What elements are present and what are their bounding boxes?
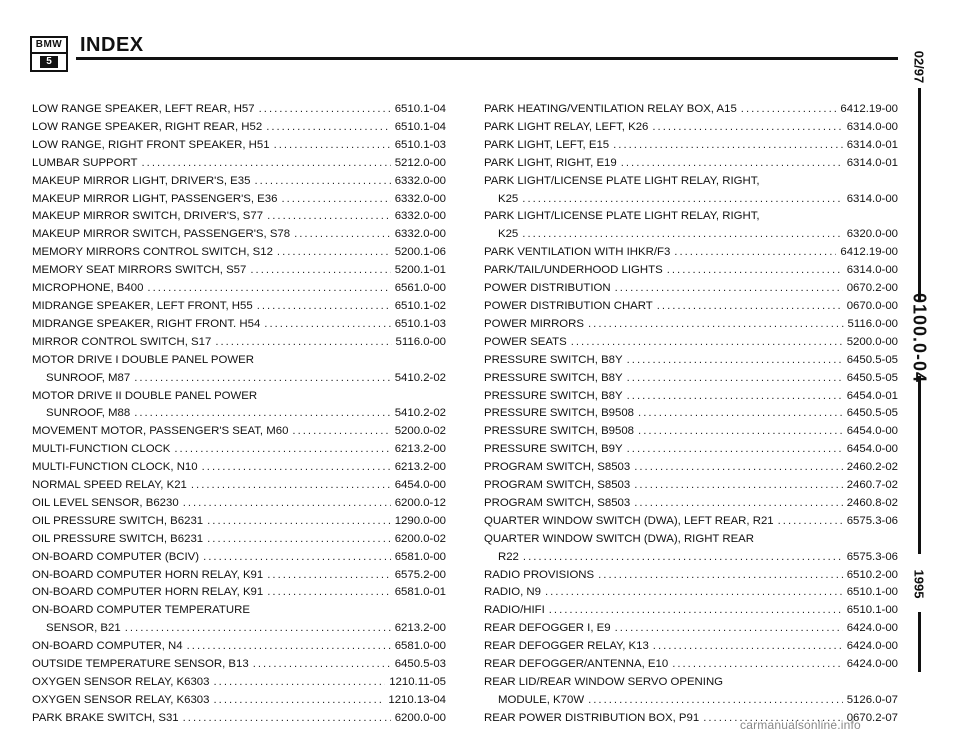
dot-leader bbox=[571, 334, 843, 352]
dot-leader bbox=[294, 226, 391, 244]
index-entry bbox=[484, 549, 898, 567]
dot-leader bbox=[627, 352, 843, 370]
entry-page-reference: 2460.8-02 bbox=[846, 496, 898, 509]
dot-leader bbox=[207, 513, 391, 531]
dot-leader bbox=[277, 244, 391, 262]
entry-page-reference: 6332.0-00 bbox=[394, 228, 446, 241]
dot-leader bbox=[215, 334, 391, 352]
index-entry bbox=[484, 280, 898, 298]
entry-page-reference: 6213.2-00 bbox=[394, 461, 446, 474]
dot-leader bbox=[147, 280, 390, 298]
entry-name: RADIO/HIFI bbox=[484, 604, 545, 617]
entry-name: OXYGEN SENSOR RELAY, K6303 bbox=[32, 676, 210, 688]
entry-name: PARK/TAIL/UNDERHOOD LIGHTS bbox=[484, 264, 663, 277]
entry-page-reference: 6510.1-03 bbox=[394, 138, 446, 151]
index-entry bbox=[32, 692, 446, 710]
dot-leader bbox=[634, 477, 842, 495]
entry-name: PARK VENTILATION WITH IHKR/F3 bbox=[484, 246, 671, 259]
entry-name: SENSOR, B21 bbox=[46, 622, 121, 635]
index-entry bbox=[484, 388, 898, 406]
side-rule-bottom bbox=[918, 612, 921, 672]
index-entry bbox=[484, 513, 898, 531]
entry-page-reference: 6314.0-00 bbox=[846, 192, 898, 205]
dot-leader bbox=[142, 155, 391, 173]
side-rule-middle bbox=[918, 376, 921, 554]
entry-name: PRESSURE SWITCH, B8Y bbox=[484, 353, 623, 366]
index-entry bbox=[32, 280, 446, 298]
entry-name: K25 bbox=[498, 192, 519, 205]
entry-page-reference: 6510.1-04 bbox=[394, 120, 446, 133]
entry-page-reference: 0670.2-00 bbox=[846, 282, 898, 295]
dot-leader bbox=[638, 405, 843, 423]
entry-name: SUNROOF, M87 bbox=[46, 371, 131, 384]
entry-page-reference: 6575.3-06 bbox=[846, 550, 898, 563]
entry-name: MAKEUP MIRROR SWITCH, DRIVER'S, S77 bbox=[32, 210, 264, 223]
index-entry bbox=[32, 352, 446, 370]
entry-name: OIL LEVEL SENSOR, B6230 bbox=[32, 496, 179, 509]
entry-name: ON-BOARD COMPUTER TEMPERATURE bbox=[32, 604, 250, 617]
entry-page-reference: 6454.0-00 bbox=[394, 479, 446, 492]
dot-leader bbox=[250, 262, 390, 280]
entry-page-reference: 5200.0-00 bbox=[846, 335, 898, 348]
dot-leader bbox=[549, 602, 843, 620]
entry-name: MAKEUP MIRROR LIGHT, DRIVER'S, E35 bbox=[32, 174, 251, 187]
entry-page-reference: 5212.0-00 bbox=[394, 156, 446, 169]
dot-leader bbox=[615, 620, 843, 638]
index-entry bbox=[32, 334, 446, 352]
index-entry bbox=[484, 226, 898, 244]
dot-leader bbox=[613, 137, 843, 155]
index-entry bbox=[32, 298, 446, 316]
index-entry bbox=[32, 119, 446, 137]
entry-name: MOVEMENT MOTOR, PASSENGER'S SEAT, M60 bbox=[32, 425, 289, 438]
entry-page-reference: 5200.1-01 bbox=[394, 264, 446, 277]
entry-name: REAR LID/REAR WINDOW SERVO OPENING bbox=[484, 676, 724, 688]
entry-name: OUTSIDE TEMPERATURE SENSOR, B13 bbox=[32, 658, 249, 671]
side-year: 1995 bbox=[911, 569, 927, 599]
entry-name: PARK LIGHT/LICENSE PLATE LIGHT RELAY, RIGHT, bbox=[484, 210, 760, 223]
entry-name: PRESSURE SWITCH, B9508 bbox=[484, 425, 635, 438]
entry-page-reference: 6510.1-00 bbox=[846, 604, 898, 617]
logo-text: BMW bbox=[32, 38, 66, 54]
index-entry bbox=[484, 137, 898, 155]
dot-leader bbox=[522, 226, 842, 244]
entry-name: REAR DEFOGGER I, E9 bbox=[484, 622, 611, 635]
entry-page-reference: 5116.0-00 bbox=[395, 335, 446, 348]
dot-leader bbox=[267, 584, 390, 602]
index-entry bbox=[32, 370, 446, 388]
entry-page-reference: 5410.2-02 bbox=[394, 371, 446, 384]
dot-leader bbox=[187, 638, 391, 656]
dot-leader bbox=[183, 710, 391, 728]
dot-leader bbox=[523, 549, 843, 567]
entry-page-reference: 1210.11-05 bbox=[389, 676, 446, 688]
dot-leader bbox=[657, 298, 843, 316]
entry-name: MAKEUP MIRROR LIGHT, PASSENGER'S, E36 bbox=[32, 192, 278, 205]
index-column-left bbox=[32, 101, 446, 728]
entry-name: REAR DEFOGGER/ANTENNA, E10 bbox=[484, 658, 669, 671]
index-entry bbox=[484, 298, 898, 316]
entry-page-reference: 6412.19-00 bbox=[840, 246, 898, 259]
dot-leader bbox=[778, 513, 843, 531]
dot-leader bbox=[125, 620, 391, 638]
index-entry bbox=[32, 208, 446, 226]
entry-page-reference: 6510.1-04 bbox=[394, 103, 446, 115]
entry-name: PARK LIGHT/LICENSE PLATE LIGHT RELAY, RIGHT, bbox=[484, 174, 760, 187]
dot-leader bbox=[621, 155, 843, 173]
index-entry bbox=[484, 155, 898, 173]
index-entry bbox=[484, 674, 898, 692]
entry-name: OXYGEN SENSOR RELAY, K6303 bbox=[32, 693, 210, 706]
entry-page-reference: 6510.1-02 bbox=[394, 299, 446, 312]
entry-page-reference: 6320.0-00 bbox=[846, 228, 898, 241]
index-entry bbox=[484, 244, 898, 262]
index-entry bbox=[484, 352, 898, 370]
entry-name: QUARTER WINDOW SWITCH (DWA), RIGHT REAR bbox=[484, 532, 754, 545]
bmw-5-series-logo bbox=[30, 36, 68, 72]
entry-name: K25 bbox=[498, 228, 519, 241]
index-entry bbox=[32, 638, 446, 656]
entry-name: MEMORY SEAT MIRRORS SWITCH, S57 bbox=[32, 264, 247, 277]
index-entry bbox=[32, 477, 446, 495]
entry-page-reference: 2460.7-02 bbox=[846, 479, 898, 492]
index-entry bbox=[32, 405, 446, 423]
index-entry bbox=[484, 692, 898, 710]
entry-name: RADIO, N9 bbox=[484, 586, 541, 599]
index-entry bbox=[32, 513, 446, 531]
entry-name: SUNROOF, M88 bbox=[46, 407, 131, 420]
entry-name: OIL PRESSURE SWITCH, B6231 bbox=[32, 514, 204, 527]
index-entry bbox=[32, 191, 446, 209]
entry-name: ON-BOARD COMPUTER HORN RELAY, K91 bbox=[32, 568, 264, 581]
index-entry bbox=[32, 316, 446, 334]
entry-name: PARK BRAKE SWITCH, S31 bbox=[32, 711, 179, 724]
dot-leader bbox=[266, 119, 391, 137]
entry-name: PROGRAM SWITCH, S8503 bbox=[484, 461, 631, 474]
dot-leader bbox=[134, 405, 391, 423]
dot-leader bbox=[627, 441, 843, 459]
dot-leader bbox=[588, 316, 844, 334]
dot-leader bbox=[281, 191, 390, 209]
entry-name: POWER DISTRIBUTION CHART bbox=[484, 299, 653, 312]
entry-name: MULTI-FUNCTION CLOCK bbox=[32, 443, 171, 456]
entry-name: ON-BOARD COMPUTER (BCIV) bbox=[32, 550, 200, 563]
entry-page-reference: 5126.0-07 bbox=[846, 693, 898, 706]
index-entry bbox=[32, 173, 446, 191]
dot-leader bbox=[254, 173, 390, 191]
entry-page-reference: 6454.0-00 bbox=[846, 425, 898, 438]
entry-page-reference: 6454.0-01 bbox=[846, 389, 898, 402]
header-rule bbox=[76, 57, 898, 60]
index-entry bbox=[32, 459, 446, 477]
entry-page-reference: 5410.2-02 bbox=[394, 407, 446, 420]
logo-series: 5 bbox=[40, 56, 58, 68]
entry-page-reference: 6450.5-03 bbox=[394, 658, 446, 671]
index-entry bbox=[32, 656, 446, 674]
entry-page-reference: 6450.5-05 bbox=[846, 353, 898, 366]
index-entry bbox=[32, 531, 446, 549]
entry-name: NORMAL SPEED RELAY, K21 bbox=[32, 479, 187, 492]
side-rule-top bbox=[918, 88, 921, 300]
dot-leader bbox=[174, 441, 390, 459]
entry-name: PARK LIGHT, LEFT, E15 bbox=[484, 138, 610, 151]
entry-name: MICROPHONE, B400 bbox=[32, 282, 144, 295]
side-section-number: 0100.0-04 bbox=[909, 292, 930, 384]
index-entry bbox=[32, 262, 446, 280]
index-entry bbox=[32, 602, 446, 620]
entry-page-reference: 5200.0-02 bbox=[394, 425, 446, 438]
dot-leader bbox=[652, 119, 842, 137]
entry-name: MEMORY MIRRORS CONTROL SWITCH, S12 bbox=[32, 246, 273, 259]
index-entry bbox=[32, 226, 446, 244]
index-entry bbox=[32, 584, 446, 602]
entry-page-reference: 6510.1-03 bbox=[394, 317, 446, 330]
dot-leader bbox=[674, 244, 836, 262]
entry-name: PRESSURE SWITCH, B8Y bbox=[484, 389, 623, 402]
index-entry bbox=[32, 674, 446, 692]
dot-leader bbox=[615, 280, 843, 298]
entry-name: REAR POWER DISTRIBUTION BOX, P91 bbox=[484, 711, 700, 724]
entry-name: OIL PRESSURE SWITCH, B6231 bbox=[32, 532, 204, 545]
dot-leader bbox=[638, 423, 843, 441]
index-entry bbox=[484, 262, 898, 280]
entry-page-reference: 6510.2-00 bbox=[846, 568, 898, 581]
dot-leader bbox=[627, 388, 843, 406]
entry-page-reference: 6510.1-00 bbox=[846, 586, 898, 599]
entry-page-reference: 6314.0-01 bbox=[846, 156, 898, 169]
dot-leader bbox=[292, 423, 390, 441]
entry-page-reference: 6454.0-00 bbox=[846, 443, 898, 456]
dot-leader bbox=[253, 656, 391, 674]
index-entry bbox=[484, 173, 898, 191]
dot-leader bbox=[588, 692, 843, 710]
index-entry bbox=[484, 567, 898, 585]
index-entry bbox=[484, 602, 898, 620]
index-entry bbox=[484, 638, 898, 656]
entry-page-reference: 1210.13-04 bbox=[388, 693, 446, 706]
index-entry bbox=[32, 567, 446, 585]
dot-leader bbox=[634, 495, 842, 513]
side-date: 02/97 bbox=[911, 50, 927, 84]
dot-leader bbox=[191, 477, 391, 495]
dot-leader bbox=[545, 584, 843, 602]
index-entry bbox=[484, 477, 898, 495]
dot-leader bbox=[259, 101, 391, 119]
entry-page-reference: 6581.0-00 bbox=[394, 640, 446, 653]
dot-leader bbox=[134, 370, 391, 388]
index-entry bbox=[32, 388, 446, 406]
index-entry bbox=[484, 334, 898, 352]
index-entry bbox=[484, 423, 898, 441]
entry-name: ON-BOARD COMPUTER HORN RELAY, K91 bbox=[32, 586, 264, 599]
entry-page-reference: 2460.2-02 bbox=[846, 461, 898, 474]
entry-name: PROGRAM SWITCH, S8503 bbox=[484, 479, 631, 492]
entry-name: MOTOR DRIVE II DOUBLE PANEL POWER bbox=[32, 389, 258, 402]
dot-leader bbox=[634, 459, 842, 477]
page-title: INDEX bbox=[80, 34, 144, 56]
entry-name: PRESSURE SWITCH, B9Y bbox=[484, 443, 623, 456]
dot-leader bbox=[264, 316, 390, 334]
entry-name: MODULE, K70W bbox=[498, 693, 585, 706]
dot-leader bbox=[183, 495, 391, 513]
entry-name: POWER MIRRORS bbox=[484, 317, 584, 330]
index-entry bbox=[32, 441, 446, 459]
entry-page-reference: 6314.0-00 bbox=[846, 264, 898, 277]
entry-page-reference: 6200.0-00 bbox=[394, 711, 446, 724]
index-entry bbox=[484, 191, 898, 209]
entry-name: LOW RANGE SPEAKER, LEFT REAR, H57 bbox=[32, 103, 255, 115]
entry-name: QUARTER WINDOW SWITCH (DWA), LEFT REAR, R21 bbox=[484, 514, 774, 527]
entry-name: PRESSURE SWITCH, B9508 bbox=[484, 407, 635, 420]
entry-page-reference: 6561.0-00 bbox=[394, 282, 446, 295]
entry-page-reference: 6581.0-00 bbox=[394, 550, 446, 563]
index-entry bbox=[484, 656, 898, 674]
dot-leader bbox=[274, 137, 391, 155]
entry-page-reference: 6213.2-00 bbox=[394, 443, 446, 456]
entry-page-reference: 6575.2-00 bbox=[394, 568, 446, 581]
entry-name: PROGRAM SWITCH, S8503 bbox=[484, 496, 631, 509]
entry-page-reference: 6581.0-01 bbox=[394, 586, 446, 599]
dot-leader bbox=[213, 692, 384, 710]
entry-page-reference: 6332.0-00 bbox=[394, 210, 446, 223]
entry-page-reference: 6200.0-12 bbox=[394, 496, 446, 509]
dot-leader bbox=[653, 638, 843, 656]
entry-page-reference: 6314.0-00 bbox=[846, 120, 898, 133]
index-entry bbox=[32, 137, 446, 155]
index-entry bbox=[484, 405, 898, 423]
dot-leader bbox=[213, 674, 385, 692]
entry-page-reference: 6412.19-00 bbox=[840, 103, 898, 115]
index-entry bbox=[32, 495, 446, 513]
entry-page-reference: 5116.0-00 bbox=[847, 317, 898, 330]
entry-name: MOTOR DRIVE I DOUBLE PANEL POWER bbox=[32, 353, 254, 366]
index-entry bbox=[484, 101, 898, 119]
index-entry bbox=[32, 244, 446, 262]
watermark: carmanualsonline.info bbox=[740, 718, 861, 732]
index-column-right bbox=[484, 101, 898, 728]
dot-leader bbox=[667, 262, 843, 280]
entry-name: MULTI-FUNCTION CLOCK, N10 bbox=[32, 461, 198, 474]
entry-page-reference: 6424.0-00 bbox=[846, 640, 898, 653]
dot-leader bbox=[202, 459, 391, 477]
entry-name: LUMBAR SUPPORT bbox=[32, 156, 138, 169]
entry-page-reference: 0670.0-00 bbox=[846, 299, 898, 312]
index-entry bbox=[484, 584, 898, 602]
index-entry bbox=[32, 549, 446, 567]
entry-name: PARK LIGHT RELAY, LEFT, K26 bbox=[484, 120, 649, 133]
index-entry bbox=[484, 316, 898, 334]
dot-leader bbox=[267, 208, 391, 226]
entry-name: MAKEUP MIRROR SWITCH, PASSENGER'S, S78 bbox=[32, 228, 291, 241]
entry-page-reference: 6200.0-02 bbox=[394, 532, 446, 545]
index-entry bbox=[484, 370, 898, 388]
index-entry bbox=[32, 423, 446, 441]
entry-name: MIDRANGE SPEAKER, LEFT FRONT, H55 bbox=[32, 299, 253, 312]
entry-name: MIDRANGE SPEAKER, RIGHT FRONT. H54 bbox=[32, 317, 261, 330]
dot-leader bbox=[267, 567, 390, 585]
entry-name: LOW RANGE SPEAKER, RIGHT REAR, H52 bbox=[32, 120, 263, 133]
entry-name: ON-BOARD COMPUTER, N4 bbox=[32, 640, 183, 653]
dot-leader bbox=[741, 101, 837, 119]
entry-name: REAR DEFOGGER RELAY, K13 bbox=[484, 640, 649, 653]
entry-page-reference: 6424.0-00 bbox=[846, 658, 898, 671]
entry-name: PARK LIGHT, RIGHT, E19 bbox=[484, 156, 617, 169]
entry-name: POWER SEATS bbox=[484, 335, 567, 348]
entry-page-reference: 6424.0-00 bbox=[846, 622, 898, 635]
entry-page-reference: 6213.2-00 bbox=[394, 622, 446, 635]
entry-page-reference: 6450.5-05 bbox=[846, 407, 898, 420]
entry-name: POWER DISTRIBUTION bbox=[484, 282, 611, 295]
index-entry bbox=[32, 155, 446, 173]
dot-leader bbox=[203, 549, 391, 567]
entry-name: LOW RANGE, RIGHT FRONT SPEAKER, H51 bbox=[32, 138, 270, 151]
entry-page-reference: 5200.1-06 bbox=[394, 246, 446, 259]
entry-name: R22 bbox=[498, 550, 519, 563]
index-entry bbox=[484, 620, 898, 638]
dot-leader bbox=[257, 298, 391, 316]
dot-leader bbox=[207, 531, 391, 549]
index-entry bbox=[484, 531, 898, 549]
entry-name: PRESSURE SWITCH, B8Y bbox=[484, 371, 623, 384]
index-entry bbox=[32, 710, 446, 728]
index-entry bbox=[484, 208, 898, 226]
entry-page-reference: 1290.0-00 bbox=[394, 514, 446, 527]
index-entry bbox=[484, 495, 898, 513]
entry-page-reference: 6450.5-05 bbox=[846, 371, 898, 384]
entry-page-reference: 0670.2-07 bbox=[846, 711, 898, 724]
index-entry bbox=[484, 459, 898, 477]
entry-name: RADIO PROVISIONS bbox=[484, 568, 595, 581]
entry-page-reference: 6332.0-00 bbox=[394, 174, 446, 187]
index-entry bbox=[484, 441, 898, 459]
index-entry bbox=[32, 101, 446, 119]
entry-name: PARK HEATING/VENTILATION RELAY BOX, A15 bbox=[484, 103, 737, 115]
dot-leader bbox=[522, 191, 842, 209]
dot-leader bbox=[672, 656, 843, 674]
entry-name: MIRROR CONTROL SWITCH, S17 bbox=[32, 335, 212, 348]
index-entry bbox=[32, 620, 446, 638]
entry-page-reference: 6575.3-06 bbox=[846, 514, 898, 527]
entry-page-reference: 6332.0-00 bbox=[394, 192, 446, 205]
dot-leader bbox=[627, 370, 843, 388]
index-entry bbox=[484, 119, 898, 137]
dot-leader bbox=[598, 567, 843, 585]
entry-page-reference: 6314.0-01 bbox=[846, 138, 898, 151]
